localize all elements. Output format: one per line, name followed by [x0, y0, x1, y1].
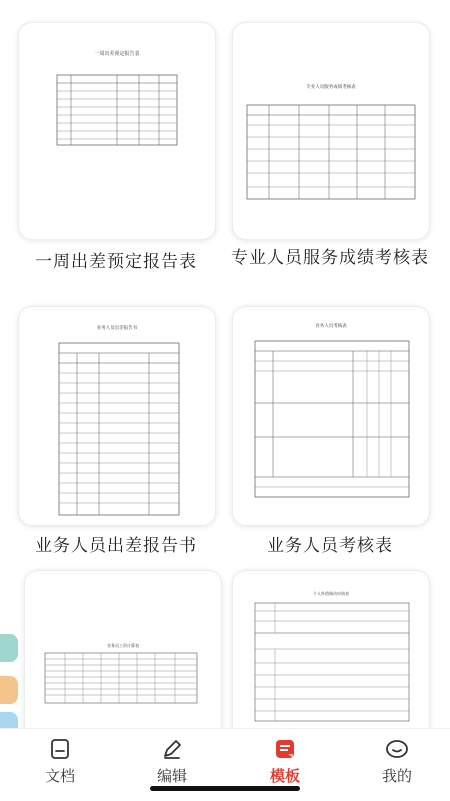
- template-title-2: 专业人员服务成绩考核表: [231, 248, 429, 268]
- preview-heading: 业务人员出差报告书: [96, 326, 138, 331]
- side-circle-icon[interactable]: [0, 676, 18, 704]
- preview-heading: 个人外借调动申请表: [313, 591, 349, 596]
- preview-heading: 业务人员考核表: [315, 324, 347, 329]
- template-card-6[interactable]: [232, 570, 430, 742]
- tab-documents[interactable]: [15, 735, 105, 791]
- preview-heading: 一周出差预定报告表: [94, 51, 140, 57]
- tab-label: 编辑: [156, 767, 187, 785]
- template-icon: [273, 737, 297, 761]
- tab-label: 模板: [269, 767, 300, 785]
- template-card-5[interactable]: [24, 570, 222, 742]
- template-title-4: 业务人员考核表: [267, 536, 393, 556]
- template-card-2[interactable]: [232, 22, 430, 240]
- home-indicator: [150, 786, 300, 791]
- edit-icon: [160, 737, 184, 761]
- side-grid-icon[interactable]: [0, 634, 18, 662]
- document-icon: [48, 737, 72, 761]
- tab-label: 文档: [44, 767, 75, 785]
- tab-templates[interactable]: [240, 735, 330, 791]
- document-preview: [233, 571, 429, 741]
- preview-heading: 专业人员服务成绩考核表: [306, 85, 356, 90]
- tab-edit[interactable]: [127, 735, 217, 791]
- document-preview: [233, 307, 429, 525]
- document-preview: [233, 23, 429, 239]
- document-preview: [19, 307, 215, 525]
- document-preview: [25, 571, 221, 741]
- document-preview: [19, 23, 215, 239]
- template-title-3: 业务人员出差报告书: [35, 536, 197, 556]
- tab-label: 我的: [381, 767, 412, 785]
- template-title-1: 一周出差预定报告表: [35, 252, 197, 272]
- template-card-4[interactable]: [232, 306, 430, 526]
- profile-icon: [385, 737, 409, 761]
- template-card-3[interactable]: [18, 306, 216, 526]
- preview-heading: 业务员工资计算表: [107, 643, 139, 648]
- tab-profile[interactable]: [352, 735, 442, 791]
- template-card-1[interactable]: [18, 22, 216, 240]
